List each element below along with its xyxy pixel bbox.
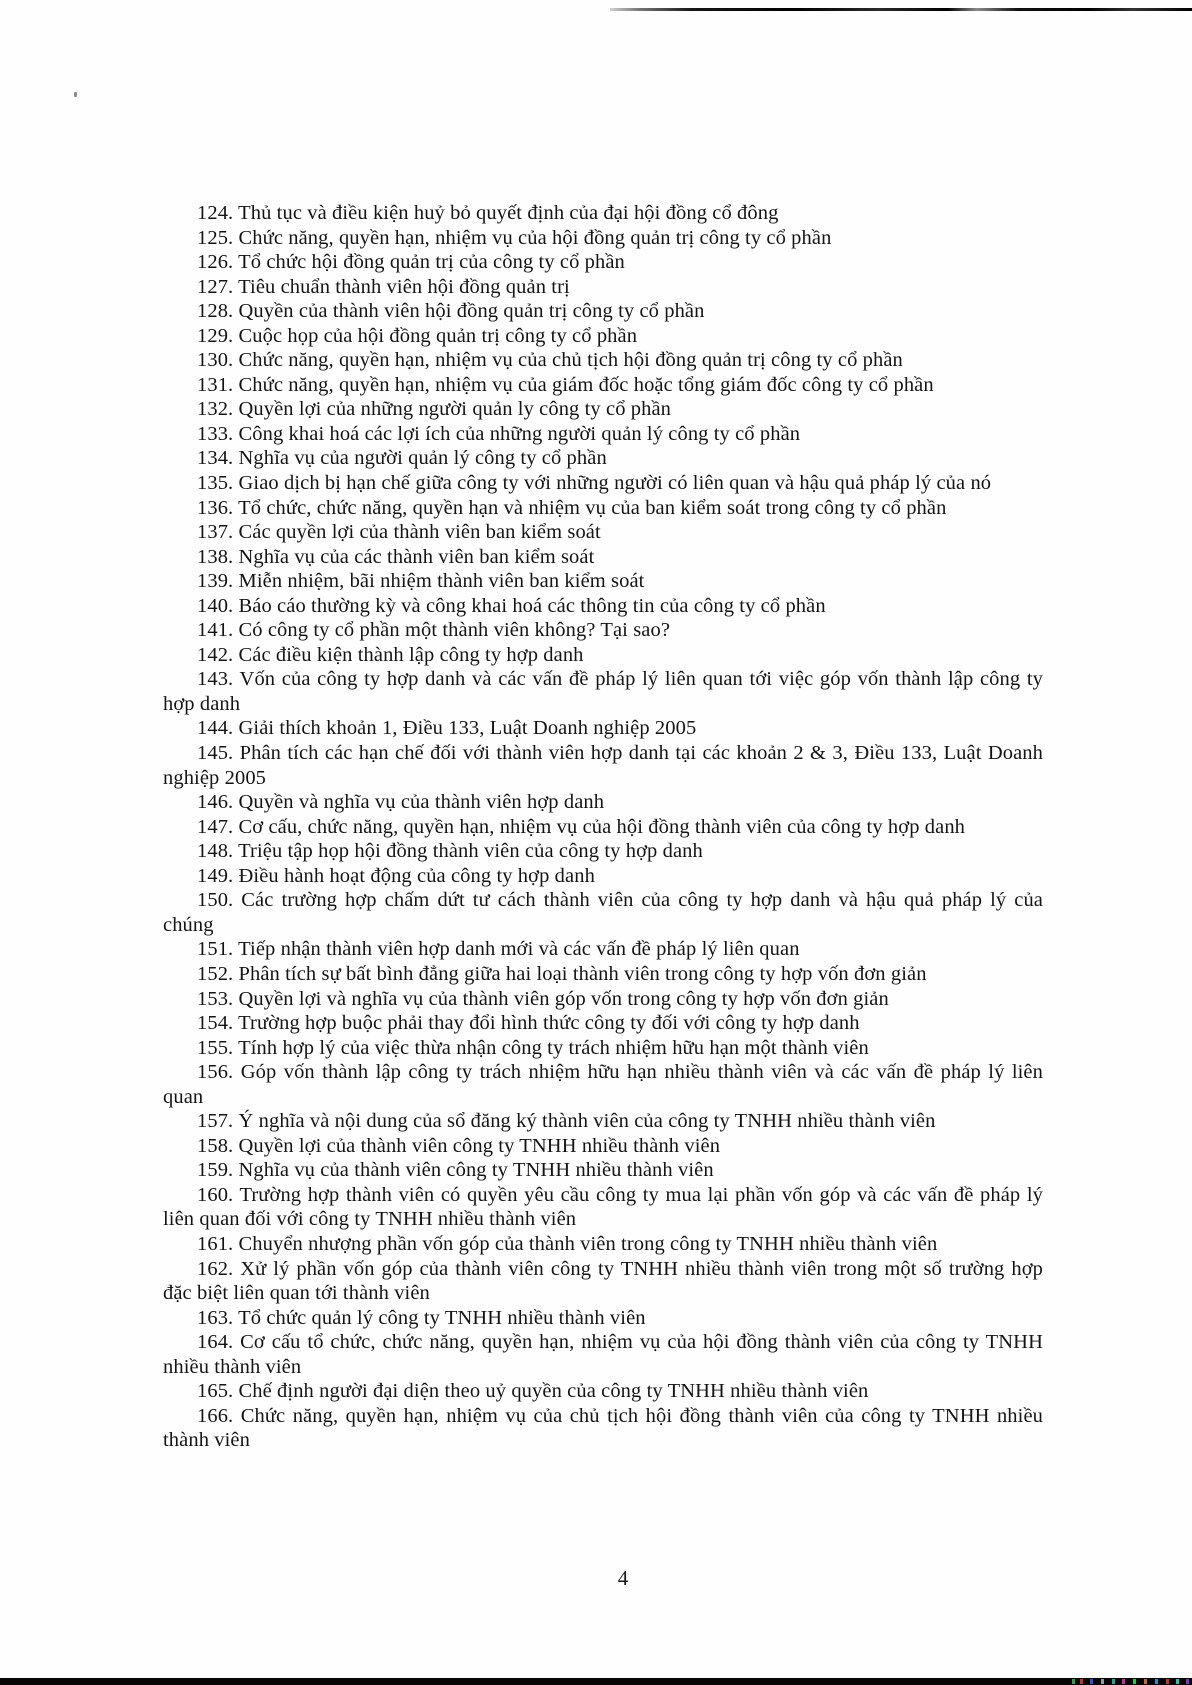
- list-item: 137. Các quyền lợi của thành viên ban kiểm soát: [197, 521, 601, 544]
- scan-noise-pixel: [1080, 1679, 1083, 1684]
- list-item: 144. Giải thích khoản 1, Điều 133, Luật Doanh nghiệp 2005: [197, 717, 697, 740]
- list-item: 142. Các điều kiện thành lập công ty hợp danh: [197, 643, 584, 666]
- scan-noise-pixel: [1155, 1679, 1158, 1684]
- list-item: 127. Tiêu chuẩn thành viên hội đồng quản trị: [197, 275, 570, 298]
- scan-noise-pixel: [1133, 1679, 1136, 1684]
- list-item: 131. Chức năng, quyền hạn, nhiệm vụ của giám đốc hoặc tổng giám đốc công ty cổ phần: [197, 373, 934, 396]
- scan-noise-pixel: [1112, 1679, 1115, 1684]
- list-item: 151. Tiếp nhận thành viên hợp danh mới và các vấn đề pháp lý liên quan: [197, 938, 800, 961]
- list-item: 159. Nghĩa vụ của thành viên công ty TNHH nhiều thành viên: [197, 1159, 714, 1182]
- list-item: 156. Góp vốn thành lập công ty trách nhiệm hữu hạn nhiều thành viên và các vấn đề pháp lý liên quan: [163, 1061, 1043, 1108]
- scan-noise-pixel: [1166, 1679, 1169, 1684]
- list-item: 148. Triệu tập họp hội đồng thành viên của công ty hợp danh: [197, 840, 703, 863]
- list-item: 157. Ý nghĩa và nội dung của sổ đăng ký thành viên của công ty TNHH nhiều thành viên: [197, 1110, 936, 1133]
- list-item: 132. Quyền lợi của những người quản ly công ty cổ phần: [197, 398, 672, 421]
- list-item: 165. Chế định người đại diện theo uỷ quyền của công ty TNHH nhiều thành viên: [197, 1380, 869, 1403]
- list-item: 162. Xử lý phần vốn góp của thành viên công ty TNHH nhiều thành viên trong một số trường hợp đặc biệt liên quan tới thành viên: [163, 1257, 1043, 1305]
- scan-noise-pixel: [1090, 1679, 1093, 1684]
- list-item: 147. Cơ cấu, chức năng, quyền hạn, nhiệm vụ của hội đồng thành viên của công ty hợp danh: [197, 815, 966, 838]
- list-item: 136. Tổ chức, chức năng, quyền hạn và nhiệm vụ của ban kiểm soát trong công ty cổ phần: [197, 496, 947, 519]
- scan-artifact-speck: [74, 92, 77, 97]
- list-item: 160. Trường hợp thành viên có quyền yêu cầu công ty mua lại phần vốn góp và các vấn đề pháp lý liên quan đối với công ty TNHH nhiều thành viên: [163, 1183, 1043, 1231]
- scan-noise-pixel: [1186, 1679, 1189, 1684]
- scan-noise-pixel: [1101, 1679, 1104, 1684]
- list-item: 128. Quyền của thành viên hội đồng quản trị công ty cổ phần: [197, 300, 705, 323]
- scan-noise-pixel: [1072, 1679, 1075, 1684]
- scan-noise-pixel: [1122, 1679, 1125, 1684]
- list-item: 126. Tổ chức hội đồng quản trị của công ty cổ phần: [197, 251, 625, 274]
- scan-noise-pixel: [1144, 1679, 1147, 1684]
- list-item: 155. Tính hợp lý của việc thừa nhận công ty trách nhiệm hữu hạn một thành viên: [197, 1036, 869, 1059]
- list-item: 143. Vốn của công ty hợp danh và các vấn đề pháp lý liên quan tới việc góp vốn thành lập công ty hợp danh: [163, 668, 1043, 715]
- list-item: 150. Các trường hợp chấm dứt tư cách thành viên của công ty hợp danh và hậu quả pháp lý của chúng: [163, 889, 1043, 936]
- list-item: 133. Công khai hoá các lợi ích của những người quản lý công ty cổ phần: [197, 422, 801, 445]
- list-item: 164. Cơ cấu tổ chức, chức năng, quyền hạn, nhiệm vụ của hội đồng thành viên của công ty TNHH nhiều thành viên: [163, 1331, 1043, 1378]
- list-item: 149. Điều hành hoạt động của công ty hợp danh: [197, 864, 595, 887]
- list-item: 129. Cuộc họp của hội đồng quản trị công ty cổ phần: [197, 324, 638, 347]
- scan-artifact-bottom-bar: [0, 1678, 1192, 1685]
- list-item: 158. Quyền lợi của thành viên công ty TNHH nhiều thành viên: [197, 1134, 721, 1157]
- list-item: 130. Chức năng, quyền hạn, nhiệm vụ của chủ tịch hội đồng quản trị công ty cổ phần: [197, 349, 903, 372]
- scan-noise-pixel: [1176, 1679, 1179, 1684]
- list-item: 139. Miễn nhiệm, bãi nhiệm thành viên ban kiểm soát: [197, 570, 645, 593]
- list-item: 166. Chức năng, quyền hạn, nhiệm vụ của chủ tịch hội đồng thành viên của công ty TNHH nhiều thành viên: [163, 1404, 1043, 1452]
- list-item: 124. Thủ tục và điều kiện huỷ bỏ quyết định của đại hội đồng cổ đông: [197, 202, 779, 224]
- list-item: 135. Giao dịch bị hạn chế giữa công ty với những người có liên quan và hậu quả pháp lý của nó: [197, 472, 992, 495]
- list-item: 138. Nghĩa vụ của các thành viên ban kiểm soát: [197, 545, 595, 568]
- list-item: 154. Trường hợp buộc phải thay đổi hình thức công ty đối với công ty hợp danh: [197, 1012, 860, 1035]
- list-item: 134. Nghĩa vụ của người quản lý công ty cổ phần: [197, 447, 607, 470]
- page-number: 4: [617, 1566, 629, 1590]
- list-item: 125. Chức năng, quyền hạn, nhiệm vụ của hội đồng quản trị công ty cổ phần: [197, 226, 832, 249]
- list-item: 152. Phân tích sự bất bình đẳng giữa hai loại thành viên trong công ty hợp vốn đơn giản: [197, 962, 927, 985]
- list-item: 145. Phân tích các hạn chế đối với thành viên hợp danh tại các khoản 2 & 3, Điều 133, Luật Doanh nghiệp 2005: [163, 742, 1043, 789]
- list-item: 153. Quyền lợi và nghĩa vụ của thành viên góp vốn trong công ty hợp vốn đơn giản: [197, 987, 889, 1010]
- list-item: 146. Quyền và nghĩa vụ của thành viên hợp danh: [197, 791, 605, 814]
- list-item: 161. Chuyển nhượng phần vốn góp của thành viên trong công ty TNHH nhiều thành viên: [197, 1232, 938, 1255]
- list-item: 163. Tổ chức quản lý công ty TNHH nhiều thành viên: [197, 1306, 646, 1329]
- list-item: 141. Có công ty cổ phần một thành viên không? Tại sao?: [197, 619, 671, 642]
- scan-artifact-top-line: [610, 8, 1192, 11]
- list-item: 140. Báo cáo thường kỳ và công khai hoá các thông tin của công ty cổ phần: [197, 594, 826, 617]
- question-list: [163, 201, 1043, 1453]
